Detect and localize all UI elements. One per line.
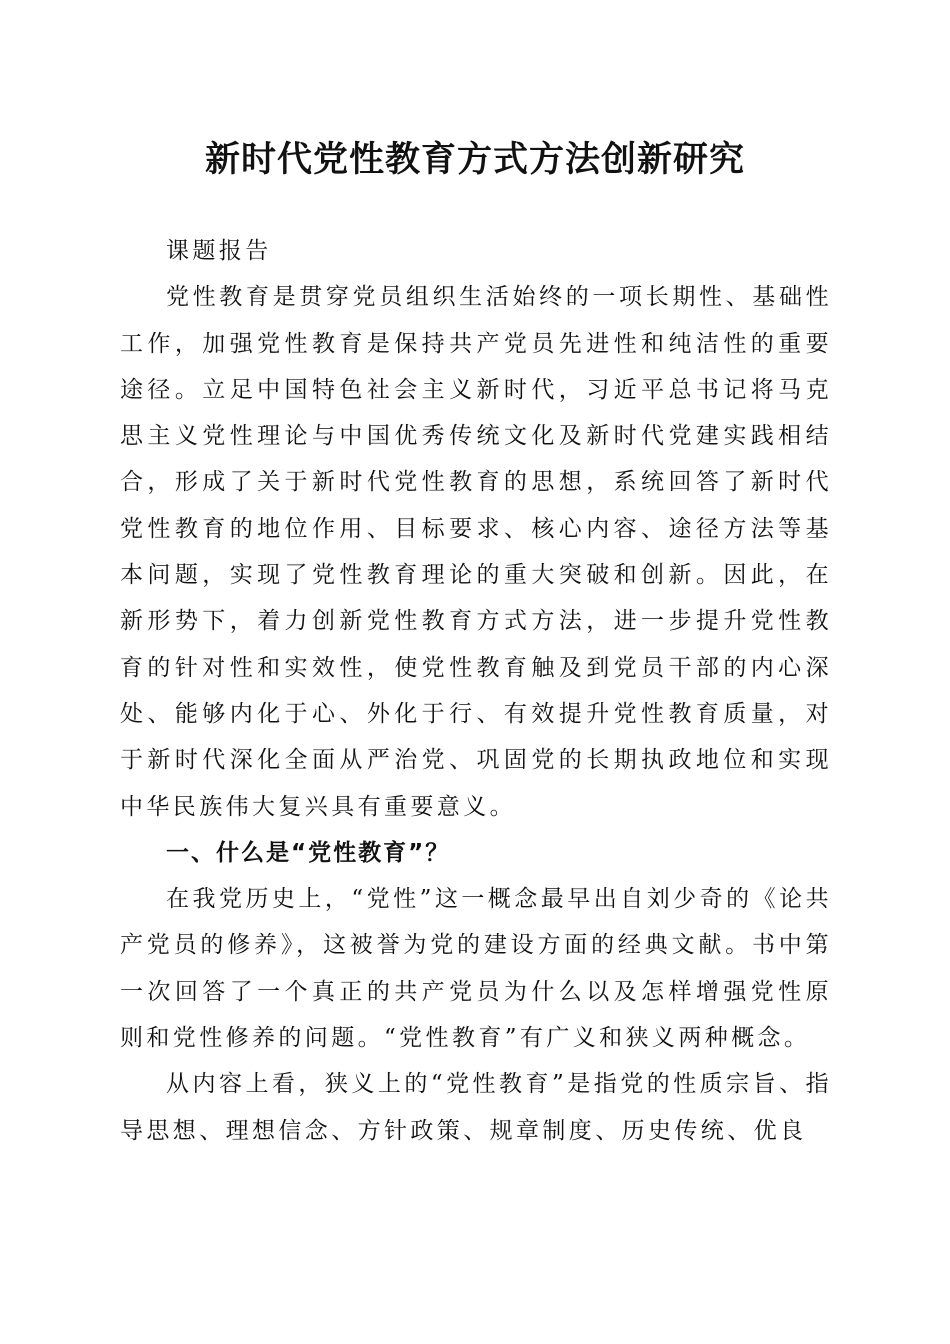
section-heading-1: 一、什么是“党性教育”？ xyxy=(166,839,451,866)
report-type-label: 课题报告 xyxy=(166,238,272,264)
document-body xyxy=(120,228,832,1154)
section-1-paragraph-2: 从内容上看，狭义上的“党性教育”是指党的性质宗旨、指导思想、理想信念、方针政策、规章制度、历史传统、优良 xyxy=(120,1071,832,1144)
section-1-paragraph-1: 在我党历史上，“党性”这一概念最早出自刘少奇的《论共产党员的修养》，这被誉为党的建设方面的经典文献。书中第一次回答了一个真正的共产党员为什么以及怎样增强党性原则和党性修养的问题。“党性教育”有广义和狭义两种概念。 xyxy=(120,886,832,1052)
document-title: 新时代党性教育方式方法创新研究 xyxy=(204,139,745,180)
intro-paragraph: 党性教育是贯穿党员组织生活始终的一项长期性、基础性工作，加强党性教育是保持共产党员先进性和纯洁性的重要途径。立足中国特色社会主义新时代，习近平总书记将马克思主义党性理论与中国优秀传统文化及新时代党建实践相结合，形成了关于新时代党性教育的思想，系统回答了新时代党性教育的地位作用、目标要求、核心内容、途径方法等基本问题，实现了党性教育理论的重大突破和创新。因此，在新形势下，着力创新党性教育方式方法，进一步提升党性教育的针对性和实效性，使党性教育触及到党员干部的内心深处、能够内化于心、外化于行、有效提升党性教育质量，对于新时代深化全面从严治党、巩固党的长期执政地位和实现中华民族伟大复兴具有重要意义。 xyxy=(120,284,832,820)
